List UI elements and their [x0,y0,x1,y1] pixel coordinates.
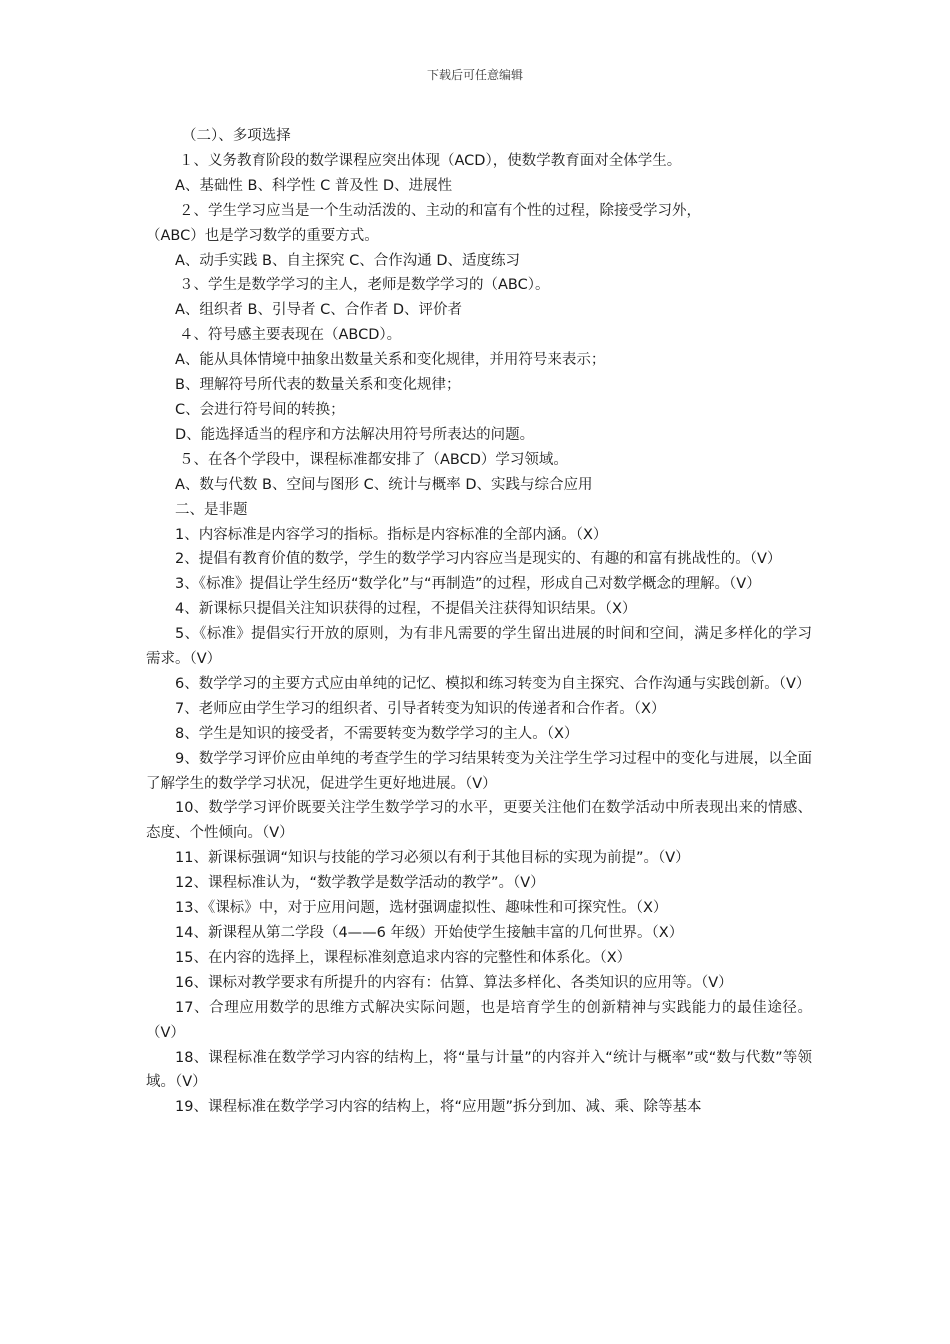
question-1: １、义务教育阶段的数学课程应突出体现（ACD），使数学教育面对全体学生。 [179,152,682,169]
question-4-option-c: C、会进行符号间的转换； [175,401,345,418]
tf-item-3: 3、《标准》提倡让学生经历“数学化”与“再制造”的过程，形成自己对数学概念的理解。（V） [175,576,761,593]
question-3: ３、学生是数学学习的主人，老师是数学学习的（ABC）。 [179,277,550,294]
tf-item-15: 15、在内容的选择上，课程标准刻意追求内容的完整性和体系化。（X） [175,949,632,966]
tf-item-5: 5、《标准》提倡实行开放的原则，为有非凡需要的学生留出进展的时间和空间，满足多样化的学习需求。（V） [146,626,812,668]
tf-item-7: 7、老师应由学生学习的组织者、引导者转变为知识的传递者和合作者。（X） [175,700,666,717]
question-4: ４、符号感主要表现在（ABCD）。 [179,327,402,344]
tf-item-12: 12、课程标准认为，“数学教学是数学活动的教学”。（V） [175,875,545,892]
question-2-line-2: （ABC）也是学习数学的重要方式。 [146,227,379,244]
question-4-option-d: D、能选择适当的程序和方法解决用符号所表达的问题。 [175,426,535,443]
tf-item-14: 14、新课程从第二学段（4——6 年级）开始使学生接触丰富的几何世界。（X） [175,925,684,941]
tf-item-8: 8、学生是知识的接受者，不需要转变为数学学习的主人。（X） [175,725,579,742]
question-2-options: A、动手实践 B、自主探究 C、合作沟通 D、适度练习 [175,252,520,269]
question-1-options: A、基础性 B、科学性 C 普及性 D、进展性 [175,177,453,194]
page-header: 下载后可任意编辑 [426,68,523,82]
tf-item-16: 16、课标对教学要求有所提升的内容有：估算、算法多样化、各类知识的应用等。（V） [175,974,733,991]
question-5: ５、在各个学段中，课程标准都安排了（ABCD）学习领域。 [179,451,568,468]
tf-item-13: 13、《课标》中，对于应用问题，选材强调虚拟性、趣味性和可探究性。（X） [175,900,668,917]
tf-item-9: 9、数学学习评价应由单纯的考查学生的学习结果转变为关注学生学习过程中的变化与进展，以全面了解学生的数学学习状况，促进学生更好地进展。（V） [146,750,812,792]
question-5-options: A、数与代数 B、空间与图形 C、统计与概率 D、实践与综合应用 [175,476,593,493]
question-4-option-a: A、能从具体情境中抽象出数量关系和变化规律，并用符号来表示； [175,352,606,369]
tf-item-17: 17、合理应用数学的思维方式解决实际问题，也是培育学生的创新精神与实践能力的最佳途径。（V） [146,999,812,1041]
section-title-multiple-choice: （二）、多项选择 [182,128,291,144]
document-body [146,124,812,1120]
tf-item-2: 2、提倡有教育价值的数学，学生的数学学习内容应当是现实的、有趣的和富有挑战性的。（V） [175,551,782,568]
tf-item-18: 18、课程标准在数学学习内容的结构上，将“量与计量”的内容并入“统计与概率”或“数与代数”等领域。（V） [146,1049,812,1091]
tf-item-4: 4、新课标只提倡关注知识获得的过程，不提倡关注获得知识结果。（X） [175,601,637,618]
tf-item-19: 19、课程标准在数学学习内容的结构上，将“应用题”拆分到加、减、乘、除等基本 [175,1099,702,1116]
tf-item-6: 6、数学学习的主要方式应由单纯的记忆、模拟和练习转变为自主探究、合作沟通与实践创新。（V） [175,675,811,692]
section-title-true-false: 二、是非题 [175,501,248,518]
question-4-option-b: B、理解符号所代表的数量关系和变化规律； [175,377,461,394]
question-3-options: A、组织者 B、引导者 C、合作者 D、评价者 [175,302,462,319]
tf-item-1: 1、内容标准是内容学习的指标。指标是内容标准的全部内涵。（X） [175,526,608,543]
tf-item-11: 11、新课标强调“知识与技能的学习必须以有利于其他目标的实现为前提”。（V） [175,850,690,867]
question-2-line-1: ２、学生学习应当是一个生动活泼的、主动的和富有个性的过程，除接受学习外， [179,202,701,219]
tf-item-10: 10、数学学习评价既要关注学生数学学习的水平，更要关注他们在数学活动中所表现出来的情感、态度、个性倾向。（V） [146,800,812,842]
